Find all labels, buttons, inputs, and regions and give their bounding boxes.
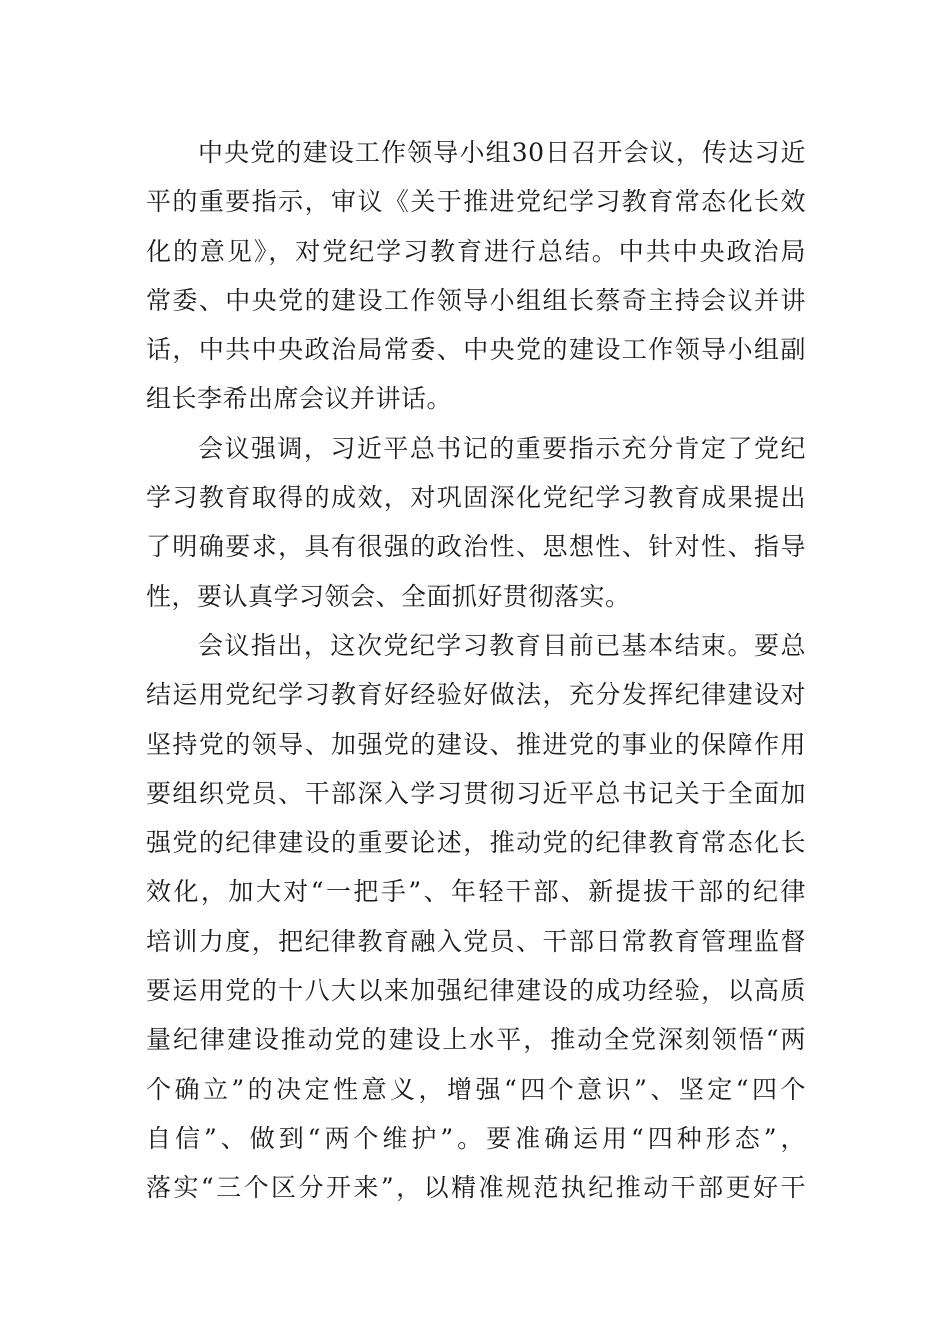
paragraph-3-line-3: 坚持党的领导、加强党的建设、推进党的事业的保障作用 bbox=[146, 729, 806, 759]
paragraph-1-line-5: 话，中共中央政治局常委、中央党的建设工作领导小组副 bbox=[146, 335, 806, 365]
document-body bbox=[146, 128, 806, 1213]
paragraph-1-line-3: 化的意见》，对党纪学习教育进行总结。中共中央政治局 bbox=[146, 236, 806, 266]
paragraph-2-line-2: 学习教育取得的成效，对巩固深化党纪学习教育成果提出 bbox=[146, 483, 806, 513]
paragraph-1-line-1: 中央党的建设工作领导小组30日召开会议，传达习近 bbox=[198, 138, 806, 167]
paragraph-3-line-7: 培训力度，把纪律教育融入党员、干部日常教育管理监督 bbox=[146, 926, 806, 956]
paragraph-2-line-4: 性，要认真学习领会、全面抓好贯彻落实。 bbox=[146, 581, 631, 611]
paragraph-1-line-4: 常委、中央党的建设工作领导小组组长蔡奇主持会议并讲 bbox=[146, 285, 806, 315]
paragraph-2-line-3: 了明确要求，具有很强的政治性、思想性、针对性、指导 bbox=[146, 532, 806, 562]
paragraph-2-line-1: 会议强调，习近平总书记的重要指示充分肯定了党纪 bbox=[198, 433, 806, 463]
paragraph-1-line-6: 组长李希出席会议并讲话。 bbox=[146, 384, 453, 414]
paragraph-1-line-2: 平的重要指示，审议《关于推进党纪学习教育常态化长效 bbox=[146, 187, 806, 217]
paragraph-3-line-8: 要运用党的十八大以来加强纪律建设的成功经验，以高质 bbox=[146, 976, 806, 1006]
paragraph-3-line-10: 个确立”的决定性意义，增强“四个意识”、坚定“四个 bbox=[146, 1074, 806, 1104]
paragraph-3-line-12: 落实“三个区分开来”，以精准规范执纪推动干部更好干 bbox=[146, 1173, 806, 1203]
paragraph-3-line-5: 强党的纪律建设的重要论述，推动党的纪律教育常态化长 bbox=[146, 828, 806, 858]
paragraph-3-line-1: 会议指出，这次党纪学习教育目前已基本结束。要总 bbox=[198, 630, 806, 660]
paragraph-3-line-2: 结运用党纪学习教育好经验好做法，充分发挥纪律建设对 bbox=[146, 680, 806, 710]
paragraph-3-line-6: 效化，加大对“一把手”、年轻干部、新提拔干部的纪律 bbox=[146, 877, 806, 907]
paragraph-3-line-11: 自信”、做到“两个维护”。要准确运用“四种形态”， bbox=[146, 1123, 806, 1153]
paragraph-3-line-9: 量纪律建设推动党的建设上水平，推动全党深刻领悟“两 bbox=[146, 1025, 806, 1055]
paragraph-3-line-4: 要组织党员、干部深入学习贯彻习近平总书记关于全面加 bbox=[146, 778, 806, 808]
